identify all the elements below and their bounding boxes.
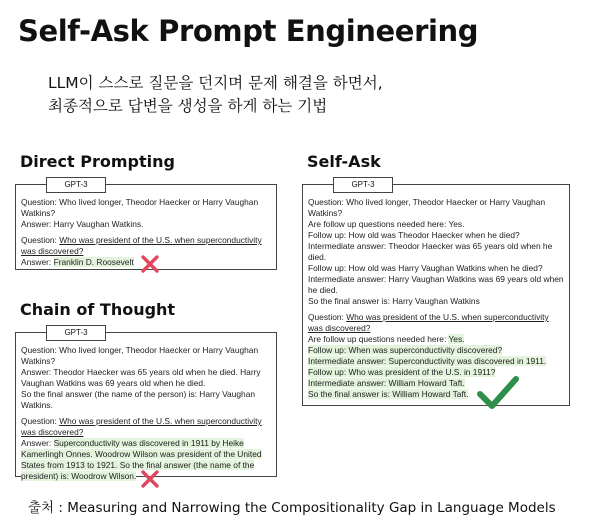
self-ask-line: Intermediate answer: Theodor Haecker was 65 years old when he died.	[308, 241, 553, 262]
cot-q2-question: Who was president of the U.S. when superconductivity was discovered?	[21, 416, 262, 437]
gpt3-tag: GPT-3	[46, 177, 106, 193]
direct-a2-answer: Franklin D. Roosevelt	[53, 257, 134, 267]
subtitle-line-2: 최종적으로 답변을 생성을 하게 하는 기법	[48, 97, 328, 115]
subtitle	[48, 72, 383, 118]
self-ask-line: Follow up: How old was Harry Vaughan Watkins when he died?	[308, 263, 543, 273]
self-ask-line: Follow up: How old was Theodor Haecker when he died?	[308, 230, 520, 240]
subtitle-line-1: LLM이 스스로 질문을 던지며 문제 해결을 하면서,	[48, 74, 383, 92]
chain-of-thought-heading: Chain of Thought	[20, 300, 176, 319]
source-citation: 출처 : Measuring and Narrowing the Compositionality Gap in Language Models	[28, 500, 556, 516]
self-ask-highlight-line: So the final answer is: William Howard Taft.	[308, 389, 469, 399]
self-ask-q2-question: Who was president of the U.S. when superconductivity was discovered?	[308, 312, 549, 333]
cot-q2-prefix: Question:	[21, 416, 60, 426]
chain-of-thought-panel	[15, 328, 277, 481]
self-ask-line: So the final answer is: Harry Vaughan Watkins	[308, 296, 480, 306]
direct-q2-question: Who was president of the U.S. when superconductivity was discovered?	[21, 235, 262, 256]
self-ask-highlight-line: Follow up: When was superconductivity discovered?	[308, 345, 503, 355]
self-ask-followup-prefix: Are follow up questions needed here:	[308, 334, 449, 344]
cross-icon	[140, 469, 160, 489]
cross-icon	[140, 254, 160, 274]
self-ask-highlight-line: Intermediate answer: William Howard Taft.	[308, 378, 465, 388]
self-ask-followup-yes: Yes.	[448, 334, 465, 344]
cot-a2-answer: Superconductivity was discovered in 1911 by Heike Kamerlingh Onnes. Woodrow Wilson was president of the United States from 1913 to 1921. So the final answer (the name of the president) is: Woodrow Wilson.	[21, 438, 262, 481]
direct-prompting-heading: Direct Prompting	[20, 152, 175, 171]
self-ask-heading: Self-Ask	[307, 152, 381, 171]
gpt3-tag: GPT-3	[46, 325, 106, 341]
self-ask-highlight-line: Intermediate answer: Superconductivity was discovered in 1911.	[308, 356, 547, 366]
cot-q1: Question: Who lived longer, Theodor Haecker or Harry Vaughan Watkins?	[21, 345, 259, 366]
cot-a1-final: So the final answer (the name of the person) is: Harry Vaughan Watkins.	[21, 389, 256, 410]
gpt3-tag: GPT-3	[333, 177, 393, 193]
page-title: Self-Ask Prompt Engineering	[18, 14, 479, 48]
direct-q1: Question: Who lived longer, Theodor Haecker or Harry Vaughan Watkins?	[21, 197, 259, 218]
direct-a1: Answer: Harry Vaughan Watkins.	[21, 219, 144, 229]
self-ask-line: Are follow up questions needed here: Yes.	[308, 219, 465, 229]
self-ask-line: Question: Who lived longer, Theodor Haecker or Harry Vaughan Watkins?	[308, 197, 546, 218]
self-ask-line: Intermediate answer: Harry Vaughan Watkins was 69 years old when he died.	[308, 274, 564, 295]
self-ask-block-1	[308, 197, 564, 307]
self-ask-highlight-line: Follow up: Who was president of the U.S. in 1911?	[308, 367, 496, 377]
cot-a1: Answer: Theodor Haecker was 65 years old when he died. Harry Vaughan Watkins was 69 years old when he died.	[21, 367, 261, 388]
self-ask-q2-prefix: Question:	[308, 312, 347, 322]
check-icon	[476, 374, 520, 412]
direct-a2-prefix: Answer:	[21, 257, 54, 267]
direct-q2-prefix: Question:	[21, 235, 60, 245]
self-ask-panel	[302, 180, 570, 406]
cot-a2-prefix: Answer:	[21, 438, 54, 448]
